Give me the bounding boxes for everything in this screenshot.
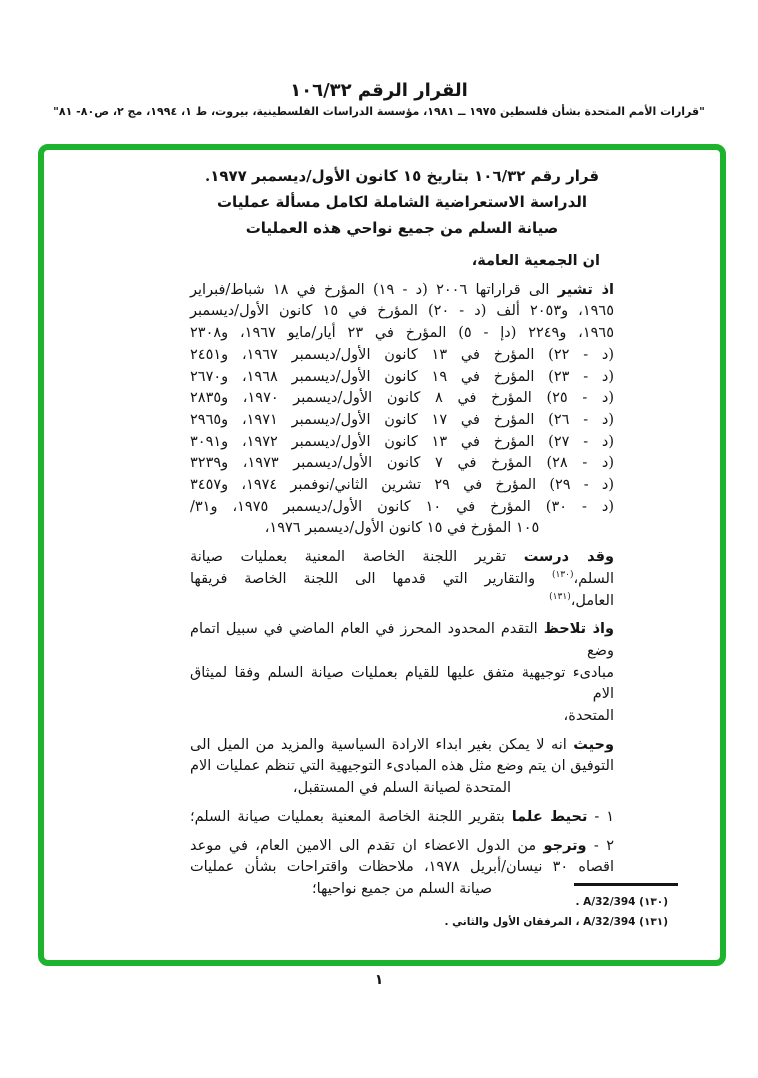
text-line: ٢ - وترجو من الدول الاعضاء ان تقدم الى الامين العام، في موعد bbox=[190, 836, 614, 854]
text-line: (د - ٢٩) المؤرخ في ٢٩ تشرين الثاني/نوفمبر ١٩٧٤، و٣٤٥٧ bbox=[190, 477, 615, 494]
resolution-box bbox=[38, 144, 726, 966]
text-line: المتحدة لصيانة السلم في المستقبل، bbox=[292, 780, 512, 797]
footnote-separator bbox=[574, 883, 678, 886]
document-title: القرار الرقم ١٠٦/٣٢ bbox=[290, 80, 468, 101]
text-line: مبادىء توجيهية متفق عليها للقيام بعمليات صيانة السلم وفقا لميثاق الام bbox=[190, 664, 614, 703]
text-line: (د - ٣٠) المؤرخ في ١٠ كانون الأول/ديسمبر ١٩٧٥، و٣١/ bbox=[190, 498, 615, 515]
paragraph bbox=[190, 250, 614, 273]
paragraph bbox=[190, 835, 614, 901]
text-line: ١ - تحيط علما بتقرير اللجنة الخاصة المعنية بعمليات صيانة السلم؛ bbox=[190, 807, 614, 825]
text-line: ١٩٦٥، و٢٠٥٣ ألف (د - ٢٠) المؤرخ في ١٥ كانون الأول/ديسمبر bbox=[190, 303, 615, 320]
footnote-line: (١٣٠) A/32/394 . bbox=[575, 896, 668, 908]
footnotes bbox=[445, 892, 668, 932]
text-line: ١٩٦٥، و٢٢٤٩ (دإ - ٥) المؤرخ في ٢٣ أيار/مايو ١٩٦٧، و٢٣٠٨ bbox=[190, 325, 614, 342]
paragraph bbox=[190, 806, 614, 829]
text-line: صيانة السلم من جميع نواحيها؛ bbox=[311, 880, 493, 897]
paragraph bbox=[190, 734, 614, 800]
text-line: وقد درست تقرير اللجنة الخاصة المعنية بعمليات صيانة bbox=[190, 548, 614, 566]
paragraph bbox=[190, 546, 614, 612]
page-number: ١ bbox=[374, 972, 384, 988]
footnote-line: (١٣١) A/32/394 ، المرفقان الأول والثاني . bbox=[444, 916, 668, 928]
heading-line: الدراسة الاستعراضية الشاملة لكامل مسألة عمليات bbox=[216, 193, 588, 211]
resolution-body bbox=[190, 250, 614, 901]
text-line: (د - ٢٨) المؤرخ في ٧ كانون الأول/ديسمبر ١٩٧٣، و٣٢٣٩ bbox=[190, 455, 615, 472]
text-line: المتحدة، bbox=[563, 708, 614, 725]
paragraph bbox=[190, 618, 614, 728]
text-line: ١٠٥ المؤرخ في ١٥ كانون الأول/ديسمبر ١٩٧٦، bbox=[264, 520, 540, 537]
heading-line: قرار رقم ١٠٦/٣٢ بتاريخ ١٥ كانون الأول/ديسمبر ١٩٧٧. bbox=[204, 167, 600, 185]
text-line: (د - ٢٧) المؤرخ في ١٣ كانون الأول/ديسمبر ١٩٧٢، و٣٠٩١ bbox=[190, 433, 615, 450]
citation-line: "قرارات الأمم المتحدة بشأن فلسطين ١٩٧٥ ــ ١٩٨١، مؤسسة الدراسات الفلسطينية، بيروت، ط ١، ١٩٩٤، مج ٢، ص٨٠- ٨١" bbox=[53, 105, 705, 118]
text-line: السلم،$^{(١٣٠)}$ والتقارير التي قدمها الى اللجنة الخاصة فريقها bbox=[190, 570, 614, 587]
text-line: (د - ٢٣) المؤرخ في ١٩ كانون الأول/ديسمبر ١٩٦٨، و٢٦٧٠ bbox=[190, 368, 615, 385]
resolution-content bbox=[190, 163, 614, 901]
resolution-heading bbox=[190, 163, 614, 241]
paragraph bbox=[190, 279, 614, 540]
text-line: (د - ٢٢) المؤرخ في ١٣ كانون الأول/ديسمبر ١٩٦٧، و٢٤٥١ bbox=[190, 346, 615, 363]
text-line: التوفيق ان يتم وضع مثل هذه المبادىء التوجيهية التي تنظم عمليات الام bbox=[190, 758, 614, 775]
text-line: اذ تشير الى قراراتها ٢٠٠٦ (د - ١٩) المؤرخ في ١٨ شباط/فبراير bbox=[190, 280, 614, 298]
text-line: ان الجمعية العامة، bbox=[471, 252, 600, 269]
text-line: (د - ٢٥) المؤرخ في ٨ كانون الأول/ديسمبر ١٩٧٠، و٢٨٣٥ bbox=[190, 390, 615, 407]
heading-line: صيانة السلم من جميع نواحي هذه العمليات bbox=[245, 219, 559, 237]
text-line: العامل،$^{(١٣١)}$ bbox=[549, 591, 614, 609]
text-line: واذ تلاحظ التقدم المحدود المحرز في العام الماضي في سبيل اتمام وضع bbox=[190, 620, 615, 659]
text-line: وحيث انه لا يمكن بغير ابداء الارادة السياسية والمزيد من الميل الى bbox=[190, 735, 614, 753]
text-line: اقصاه ٣٠ نيسان/أبريل ١٩٧٨، ملاحظات واقتراحات بشأن عمليات bbox=[190, 859, 614, 876]
text-line: (د - ٢٦) المؤرخ في ١٧ كانون الأول/ديسمبر ١٩٧١، و٢٩٦٥ bbox=[190, 411, 615, 428]
